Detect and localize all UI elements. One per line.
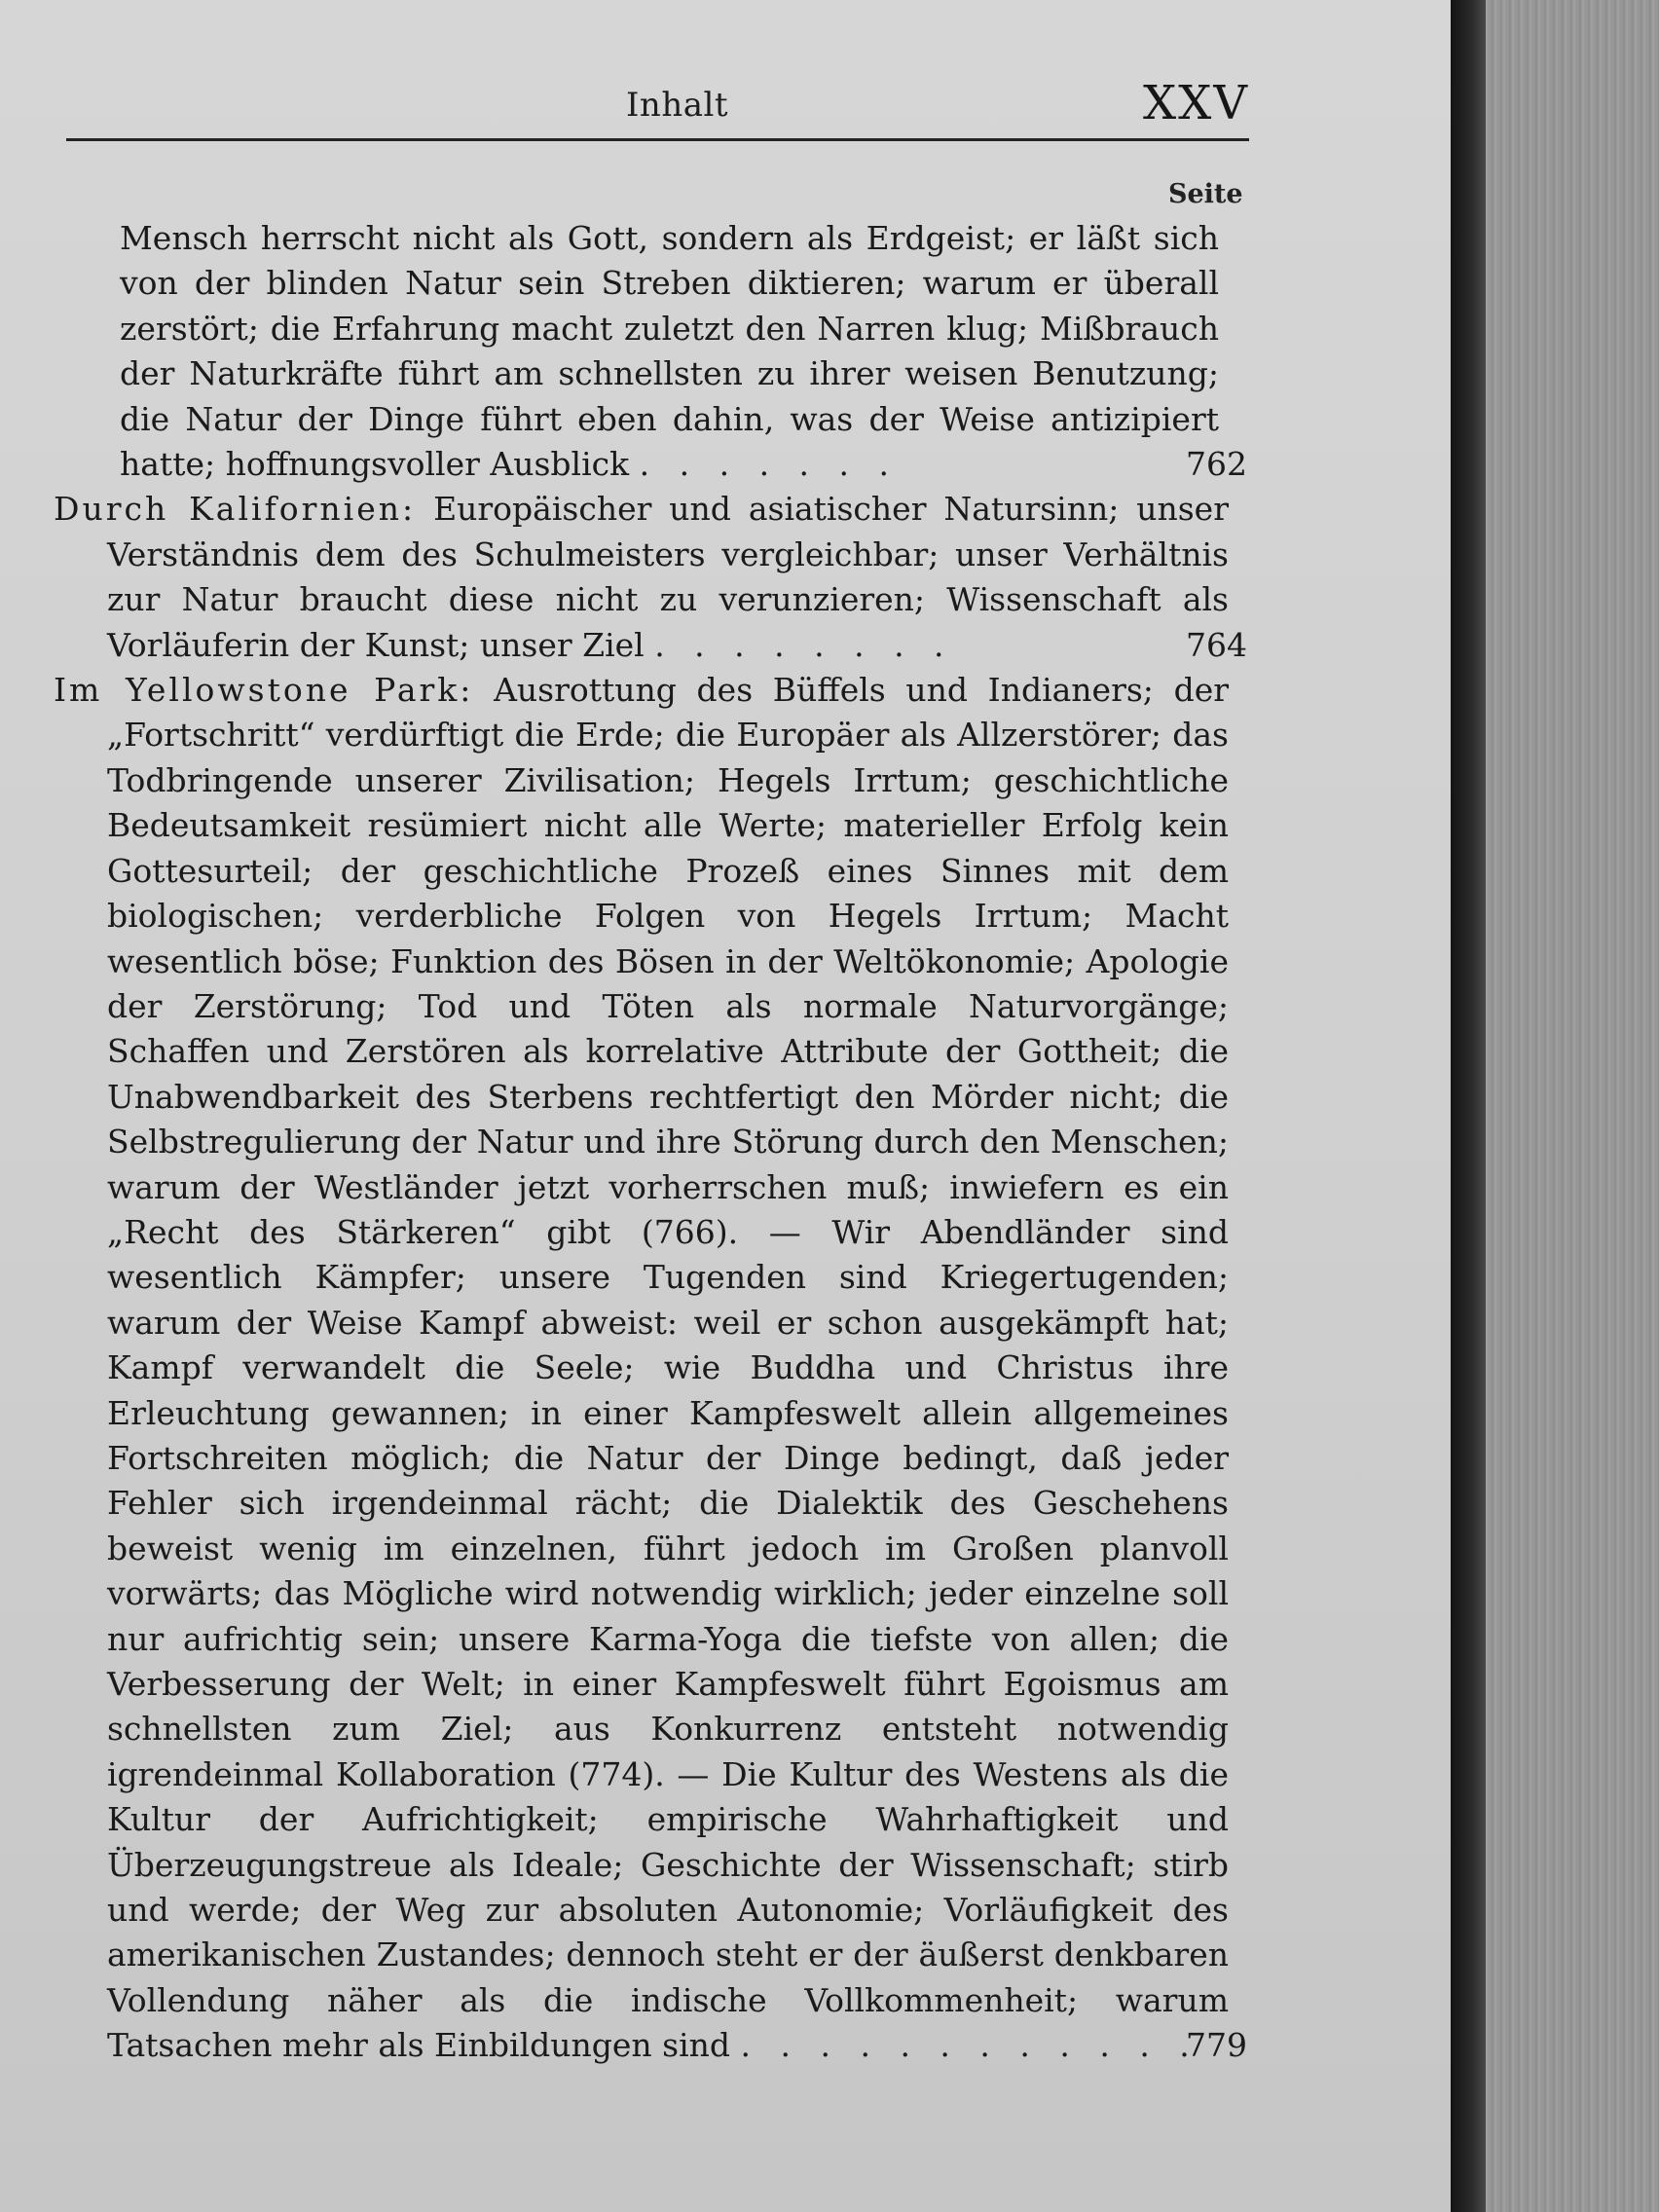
toc-entry xyxy=(54,487,1251,668)
toc-entry-description: Mensch herrscht nicht als Gott, sondern als Erdgeist; er läßt sich von der blinden Natur sein Streben diktieren; warum er überall zerstört; die Erfahrung macht zuletzt den Narren klug; Mißbrauch der Naturkräfte führt am schnellsten zu ihrer weisen Benutzung; die Natur der Dinge führt eben dahin, was der Weise antizipiert hatte; hoffnungsvoller Ausblick xyxy=(120,219,1219,484)
toc-leader-dots: . . . . . . . xyxy=(639,445,899,484)
page-number: XXV xyxy=(1142,76,1249,130)
toc-entry-description: Ausrottung des Büffels und Indianers; der „Fortschritt“ verdürftigt die Erde; die Europäer als Allzerstörer; das Todbringende unserer Zivilisation; Hegels Irrtum; geschichtliche Bedeutsamkeit resümiert nicht alle Werte; materieller Erfolg kein Gottesurteil; der geschichtliche Prozeß eines Sinnes mit dem biologischen; verderbliche Folgen von Hegels Irrtum; Macht wesentlich böse; Funktion des Bösen in der Weltökonomie; Apologie der Zerstörung; Tod und Töten als normale Naturvorgänge; Schaffen und Zerstören als korrelative Attribute der Gottheit; die Unabwendbarkeit des Sterbens rechtfertigt den Mörder nicht; die Selbstregulierung der Natur und ihre Störung durch den Menschen; warum der Westländer jetzt vorherrschen muß; inwiefern es ein „Recht des Stärkeren“ gibt (766). — Wir Abendländer sind wesentlich Kämpfer; unsere Tugenden sind Kriegertugenden; warum der Weise Kampf abweist: weil er schon ausgekämpft hat; Kampf verwandelt die Seele; wie Buddha und Christus ihre Erleuchtung gewannen; in einer Kampfeswelt allein allgemeines Fortschreiten möglich; die Natur der Dinge bedingt, daß jeder Fehler sich irgendeinmal rächt; die Dialektik des Geschehens beweist wenig im einzelnen, führt jedoch im Großen planvoll vorwärts; das Mögliche wird notwendig wirklich; jeder einzelne soll nur aufrichtig sein; unsere Karma-Yoga die tiefste von allen; die Verbesserung der Welt; in einer Kampfeswelt führt Egoismus am schnellsten zum Ziel; aus Konkurrenz entsteht notwendig igrendeinmal Kollaboration (774). — Die Kultur des Westens als die Kultur der Aufrichtigkeit; empirische Wahrhaftigkeit und Überzeugungstreue als Ideale; Geschichte der Wissenschaft; stirb und werde; der Weg zur absoluten Autonomie; Vorläufigkeit des amerikanischen Zustandes; dennoch steht er der äußerst denkbaren Vollendung näher als die indische Vollkommenheit; warum Tatsachen mehr als Einbildungen sind xyxy=(107,671,1229,2065)
header-rule xyxy=(66,138,1249,141)
page-header xyxy=(66,76,1249,146)
toc-entry-text xyxy=(54,487,1229,668)
toc-entry-page: 779 xyxy=(1186,2026,1247,2065)
toc-entry xyxy=(54,216,1251,487)
toc-entry xyxy=(54,668,1251,2069)
toc-entry-page: 764 xyxy=(1186,625,1247,664)
toc-entry-page: 762 xyxy=(1186,445,1247,484)
toc-entry-description: Europäischer und asiatischer Natursinn; unser Verständnis dem des Schulmeisters vergleichbar; unser Verhältnis zur Natur braucht diese nicht zu verunzieren; Wissenschaft als Vorläuferin der Kunst; unser Ziel xyxy=(107,490,1229,664)
table-of-contents xyxy=(54,216,1251,2069)
page-column-label: Seite xyxy=(1168,179,1243,209)
toc-entry-text xyxy=(120,216,1219,487)
toc-entry-title: Im Yellowstone Park: xyxy=(54,671,474,710)
running-head: Inhalt xyxy=(626,86,729,125)
toc-entry-title: Durch Kalifornien: xyxy=(54,490,417,529)
toc-entry-text xyxy=(54,668,1229,2069)
page-edge-shadow xyxy=(1451,0,1486,2212)
toc-leader-dots: . . . . . . . . xyxy=(654,625,954,664)
toc-leader-dots: . . . . . . . . . . . . xyxy=(740,2026,1199,2065)
